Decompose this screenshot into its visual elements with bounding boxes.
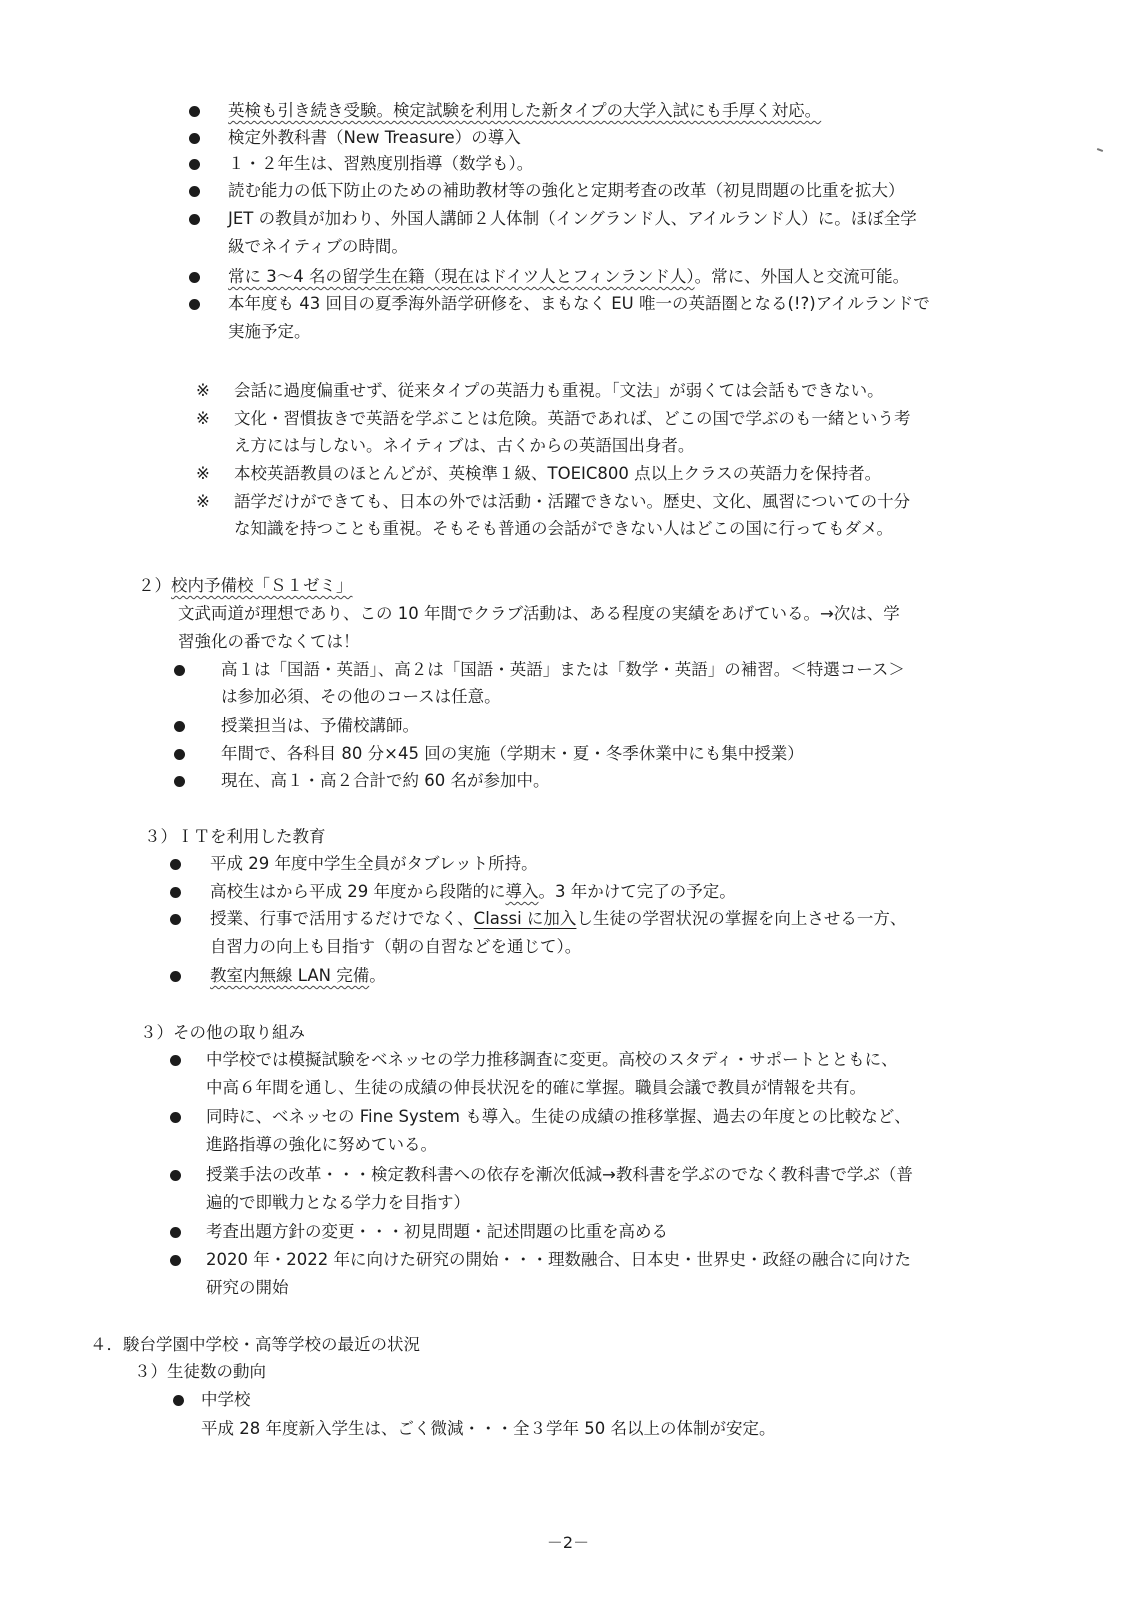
- bullet-dot: [189, 106, 200, 117]
- it-bullet-3-line-2: 自習力の向上も目指す（朝の自習などを通じて）。: [210, 937, 582, 956]
- english-bullet-5-line-2: 級でネイティブの時間。: [228, 237, 408, 256]
- note-4-line-2: な知識を持つことも重視。そもそも普通の会話ができない人はどこの国に行ってもダメ。: [234, 519, 894, 538]
- section-other-title: その他の取り組み: [173, 1023, 305, 1042]
- other-bullet-3-line-1: 授業手法の改革・・・検定教科書への依存を漸次低減→教科書を学ぶのでなく教科書で学ぶ（普: [206, 1165, 913, 1184]
- it-bullet-3-start: 授業、行事で活用するだけでなく、: [210, 909, 474, 928]
- note-2-line-1: 文化・習慣抜きで英語を学ぶことは危険。英語であれば、どこの国で学ぶのも一緒という考: [234, 409, 911, 428]
- section-other-number: ３）: [140, 1023, 173, 1042]
- it-bullet-4-underlined: 教室内無線 LAN 完備: [210, 966, 370, 985]
- english-bullet-7-line-2: 実施予定。: [228, 322, 311, 341]
- bullet-dot: [174, 749, 185, 760]
- bullet-dot: [170, 859, 181, 870]
- s1-bullet-1-line-1: 高１は「国語・英語」、高２は「国語・英語」または「数学・英語」の補習。＜特選コース＞: [221, 660, 905, 679]
- bullet-dot: [189, 133, 200, 144]
- bullet-dot: [189, 159, 200, 170]
- bullet-dot: [189, 214, 200, 225]
- note-4-line-1: 語学だけができても、日本の外では活動・活躍できない。歴史、文化、風習についての十分: [234, 492, 911, 511]
- english-bullet-6-rest: 。常に、外国人と交流可能。: [694, 267, 910, 286]
- bullet-dot: [174, 665, 185, 676]
- it-bullet-2-underlined: 導入: [505, 882, 539, 901]
- bullet-dot: [170, 1112, 181, 1123]
- section-s1-number: ２）: [138, 576, 171, 595]
- other-bullet-1-line-1: 中学校では模擬試験をベネッセの学力推移調査に変更。高校のスタディ・サポートとともに、: [206, 1050, 898, 1069]
- english-bullet-5-line-1: JET の教員が加わり、外国人講師２人体制（イングランド人、アイルランド人）に。ほぼ全学: [228, 209, 917, 228]
- section4-bullet: 中学校: [201, 1390, 251, 1409]
- english-bullet-3: １・２年生は、習熟度別指導（数学も）。: [228, 154, 534, 173]
- section-it-title: ＩＴを利用した教育: [177, 827, 326, 846]
- bullet-dot: [189, 272, 200, 283]
- bullet-dot: [170, 887, 181, 898]
- other-bullet-2-line-2: 進路指導の強化に努めている。: [206, 1135, 437, 1154]
- other-bullet-5-line-2: 研究の開始: [206, 1278, 289, 1297]
- english-bullet-1-underlined: 英検も引き続き受験。検定試験を利用した新タイプの大学入試にも手厚く対応。: [228, 101, 822, 120]
- other-bullet-5-line-1: 2020 年・2022 年に向けた研究の開始・・・理数融合、日本史・世界史・政経の融合に向けた: [206, 1250, 911, 1269]
- s1-bullet-2: 授業担当は、予備校講師。: [221, 716, 419, 735]
- scan-speck: [1097, 148, 1103, 152]
- note-mark: ※: [196, 464, 210, 483]
- page-number: －2－: [546, 1533, 590, 1552]
- section-other-heading: [140, 1022, 305, 1044]
- bullet-dot: [170, 971, 181, 982]
- section4-subheading: ３）生徒数の動向: [134, 1362, 266, 1381]
- english-bullet-2: 検定外教科書（New Treasure）の導入: [228, 128, 521, 147]
- section-it-heading: [144, 826, 326, 848]
- it-bullet-4-rest: 。: [369, 966, 386, 985]
- section4-heading: ４．駿台学園中学校・高等学校の最近の状況: [90, 1335, 420, 1354]
- bullet-dot: [174, 721, 185, 732]
- s1-bullet-1-line-2: は参加必須、その他のコースは任意。: [221, 687, 501, 706]
- bullet-dot: [173, 1395, 184, 1406]
- english-bullet-4: 読む能力の低下防止のための補助教材等の強化と定期考査の改革（初見問題の比重を拡大）: [228, 181, 905, 200]
- section-s1-title: 校内予備校「Ｓ１ゼミ」: [171, 576, 353, 595]
- it-bullet-3-rest: し生徒の学習状況の掌握を向上させる一方、: [576, 909, 907, 928]
- note-2-line-2: え方には与しない。ネイティブは、古くからの英語国出身者。: [234, 436, 695, 455]
- it-bullet-2-start: 高校生はから平成 29 年度から段階的に: [210, 882, 506, 901]
- other-bullet-4: 考査出題方針の変更・・・初見問題・記述問題の比重を高める: [206, 1222, 668, 1241]
- it-bullet-3-line-1: [210, 908, 906, 930]
- bullet-dot: [189, 299, 200, 310]
- section-s1-heading: [138, 575, 353, 597]
- bullet-dot: [170, 1170, 181, 1181]
- bullet-dot: [170, 1055, 181, 1066]
- english-bullet-1: [228, 100, 821, 122]
- section-it-number: ３）: [144, 827, 177, 846]
- note-1: 会話に過度偏重せず、従来タイプの英語力も重視。「文法」が弱くては会話もできない。: [234, 381, 884, 400]
- english-bullet-6: [228, 266, 909, 288]
- s1-bullet-4: 現在、高１・高２合計で約 60 名が参加中。: [221, 771, 550, 790]
- it-bullet-2: [210, 881, 736, 903]
- bullet-dot: [189, 186, 200, 197]
- note-mark: ※: [196, 492, 210, 511]
- english-bullet-7-line-1: 本年度も 43 回目の夏季海外語学研修を、まもなく EU 唯一の英語圏となる(!?)アイルランドで: [228, 294, 930, 313]
- other-bullet-3-line-2: 遍的で即戦力となる学力を目指す）: [206, 1193, 470, 1212]
- other-bullet-1-line-2: 中高６年間を通し、生徒の成績の伸長状況を的確に掌握。職員会議で教員が情報を共有。: [206, 1078, 866, 1097]
- bullet-dot: [170, 914, 181, 925]
- section-s1-intro-line-2: 習強化の番でなくては！: [178, 632, 360, 651]
- bullet-dot: [174, 776, 185, 787]
- s1-bullet-3: 年間で、各科目 80 分×45 回の実施（学期末・夏・冬季休業中にも集中授業）: [221, 744, 804, 763]
- note-mark: ※: [196, 409, 210, 428]
- english-bullet-6-underlined: 常に 3～4 名の留学生在籍（現在はドイツ人とフィンランド人）: [228, 267, 695, 286]
- note-3: 本校英語教員のほとんどが、英検準１級、TOEIC800 点以上クラスの英語力を保持者。: [234, 464, 882, 483]
- bullet-dot: [170, 1227, 181, 1238]
- it-bullet-1: 平成 29 年度中学生全員がタブレット所持。: [210, 854, 538, 873]
- bullet-dot: [170, 1255, 181, 1266]
- other-bullet-2-line-1: 同時に、ベネッセの Fine System も導入。生徒の成績の推移掌握、過去の年度との比較など、: [206, 1107, 911, 1126]
- it-bullet-4: [210, 965, 386, 987]
- it-bullet-2-rest: 。3 年かけて完了の予定。: [538, 882, 736, 901]
- it-bullet-3-underlined: Classi に加入: [473, 909, 577, 928]
- section-s1-intro-line-1: 文武両道が理想であり、この 10 年間でクラブ活動は、ある程度の実績をあげている。→次は、学: [178, 604, 900, 623]
- note-mark: ※: [196, 381, 210, 400]
- section4-text: 平成 28 年度新入学生は、ごく微減・・・全３学年 50 名以上の体制が安定。: [201, 1419, 776, 1438]
